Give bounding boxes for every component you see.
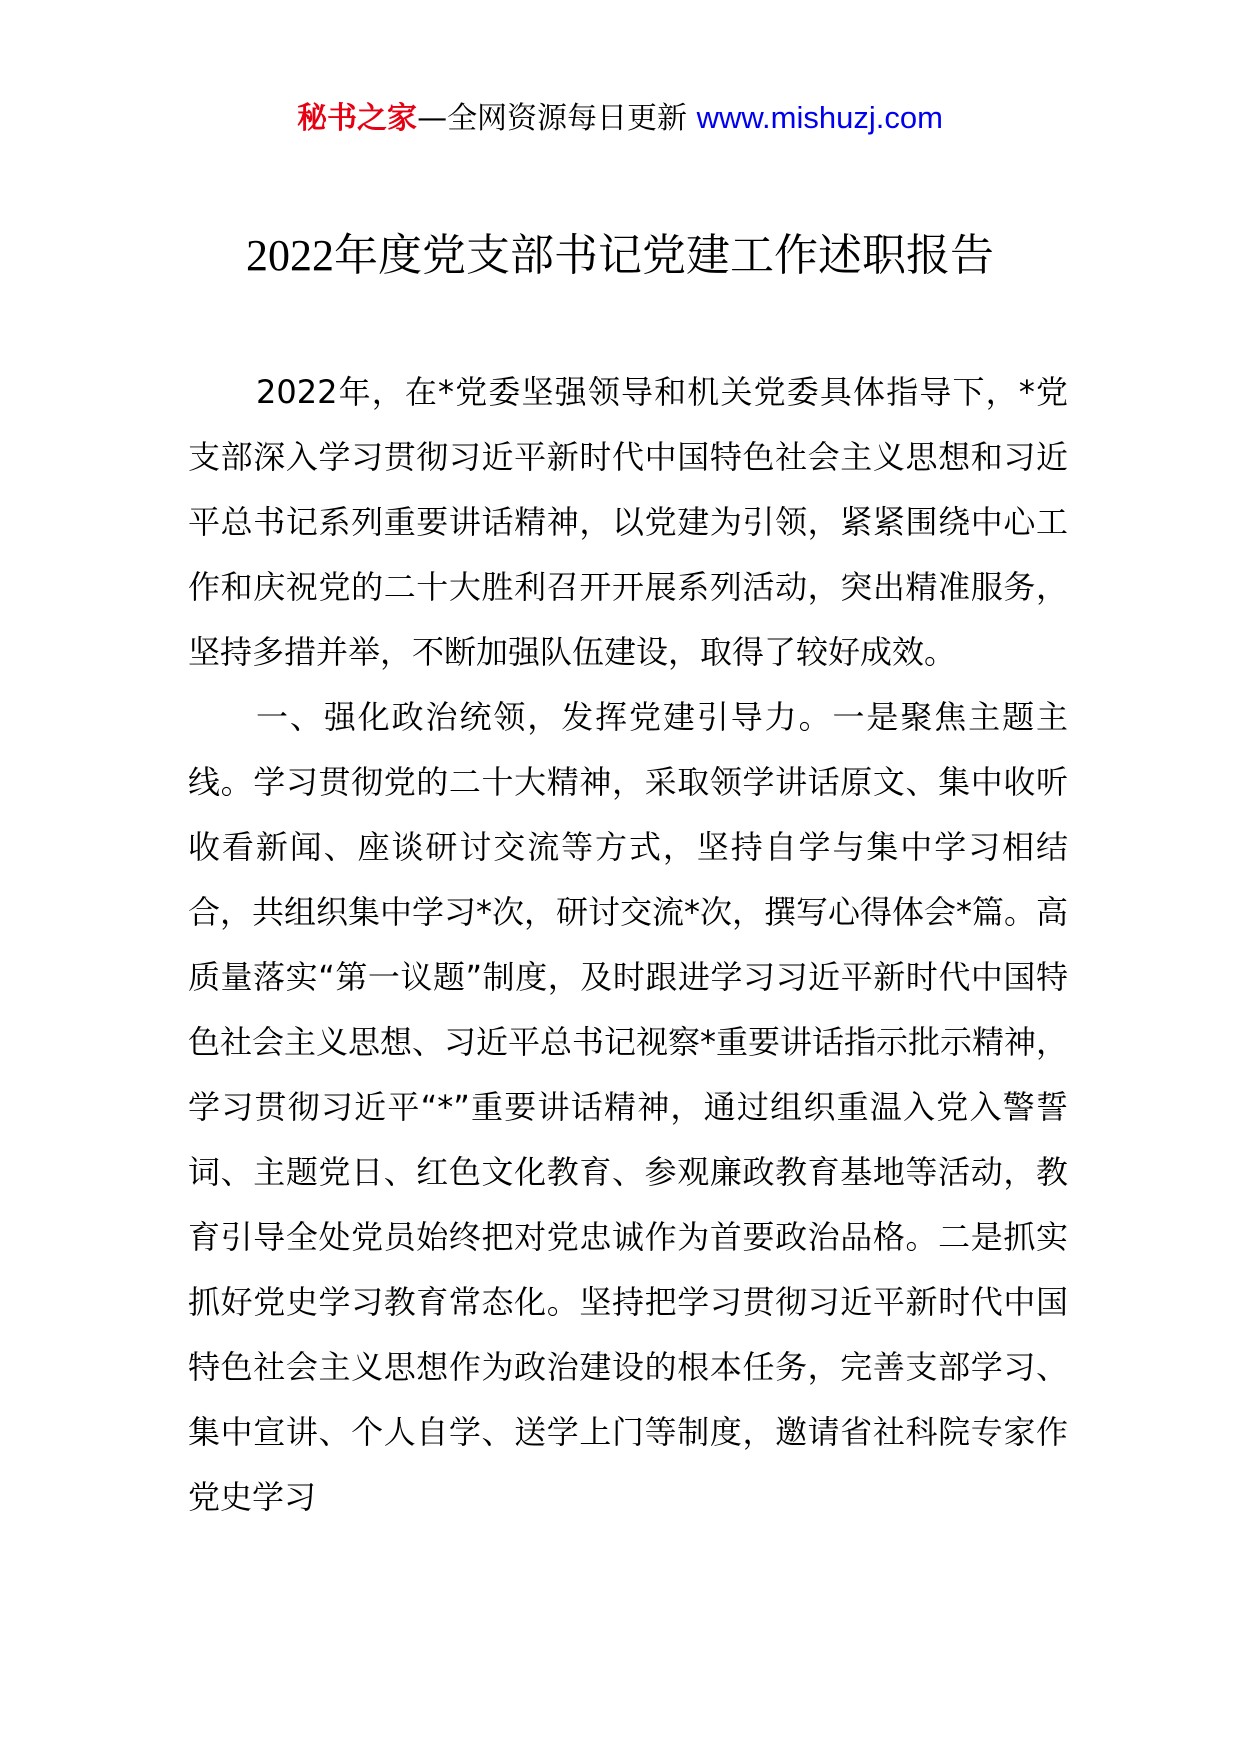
header-tagline: —全网资源每日更新 bbox=[417, 101, 688, 136]
site-header bbox=[0, 98, 1240, 139]
document-body bbox=[188, 360, 1068, 1530]
title-text: 年度党支部书记党建工作述职报告 bbox=[334, 230, 994, 281]
site-link[interactable]: www.mishuzj.com bbox=[696, 100, 943, 135]
title-year: 2022 bbox=[246, 231, 334, 280]
brand-name: 秘书之家 bbox=[297, 101, 418, 136]
paragraph-section-one: 一、强化政治统领，发挥党建引导力。一是聚焦主题主线。学习贯彻党的二十大精神，采取领学讲话原文、集中收听收看新闻、座谈研讨交流等方式，坚持自学与集中学习相结合，共组织集中学习*次，研讨交流*次，撰写心得体会*篇。高质量落实“第一议题”制度，及时跟进学习习近平新时代中国特色社会主义思想、习近平总书记视察*重要讲话指示批示精神，学习贯彻习近平“*”重要讲话精神，通过组织重温入党入警誓词、主题党日、红色文化教育、参观廉政教育基地等活动，教育引导全处党员始终把对党忠诚作为首要政治品格。二是抓实抓好党史学习教育常态化。坚持把学习贯彻习近平新时代中国特色社会主义思想作为政治建设的根本任务，完善支部学习、集中宣讲、个人自学、送学上门等制度，邀请省社科院专家作党史学习 bbox=[188, 698, 1069, 1516]
document-title bbox=[0, 228, 1240, 284]
paragraph-intro: 2022年，在*党委坚强领导和机关党委具体指导下，*党支部深入学习贯彻习近平新时代中国特色社会主义思想和习近平总书记系列重要讲话精神，以党建为引领，紧紧围绕中心工作和庆祝党的二十大胜利召开开展系列活动，突出精准服务，坚持多措并举，不断加强队伍建设，取得了较好成效。 bbox=[188, 373, 1068, 671]
